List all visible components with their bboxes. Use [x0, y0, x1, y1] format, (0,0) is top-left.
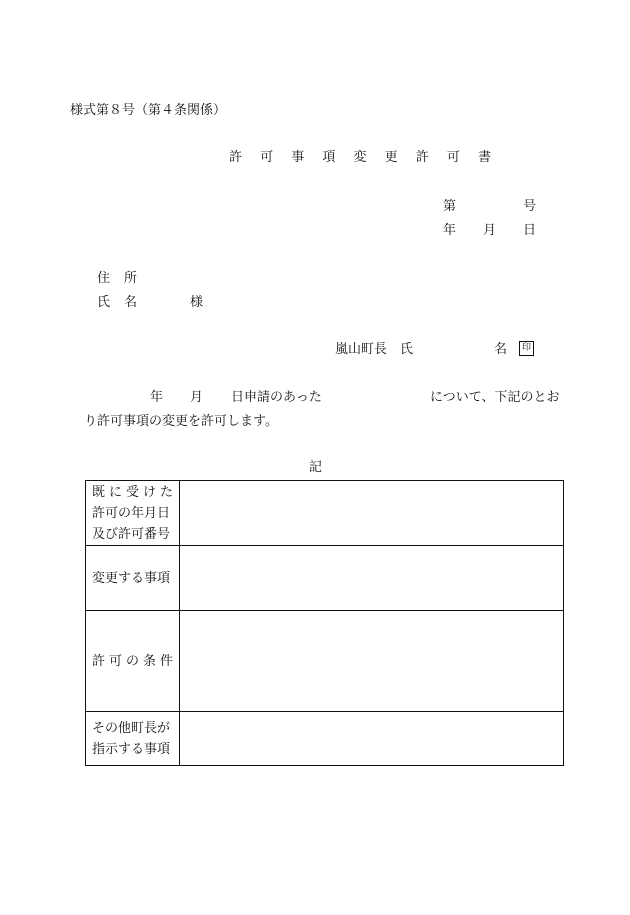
row-label-cell [86, 712, 180, 766]
doc-number-prefix: 第 [443, 199, 457, 214]
row-value-cell [180, 712, 564, 766]
table-row [86, 611, 564, 712]
doc-number-suffix: 号 [523, 199, 537, 214]
row-label-line: 及び許可番号 [92, 526, 171, 542]
row-label-line: その他町長が [92, 720, 171, 736]
seal-mark-icon: 印 [519, 341, 534, 356]
table-row [86, 481, 564, 546]
date-month-label: 月 [483, 223, 497, 238]
row-value-cell [180, 611, 564, 712]
date-day-label: 日 [523, 223, 537, 238]
honorific: 様 [190, 295, 204, 310]
form-number: 様式第８号（第４条関係） [70, 103, 227, 118]
row-label-line: 指示する事項 [92, 741, 171, 757]
row-value-cell [180, 481, 564, 546]
row-label-line: 既 に 受 け た [92, 484, 173, 500]
ki-heading: 記 [309, 460, 323, 475]
document-title: 許 可 事 項 変 更 許 可 書 [229, 150, 499, 165]
address-label: 住所 [97, 271, 152, 286]
body-application-text: 日申請のあった [231, 390, 322, 405]
body-year-label: 年 [150, 390, 164, 405]
row-label-cell [86, 481, 180, 546]
record-table [85, 480, 564, 766]
row-label-line: 許 可 の 条 件 [92, 653, 173, 669]
row-label-line: 変更する事項 [92, 570, 171, 586]
body-month-label: 月 [190, 390, 204, 405]
issuer-title: 嵐山町長 氏 [335, 342, 414, 357]
date-year-label: 年 [443, 223, 457, 238]
body-line-2: り許可事項の変更を許可します。 [84, 414, 278, 429]
table-row [86, 712, 564, 766]
row-label-line: 許可の年月日 [92, 505, 171, 521]
name-label: 氏名 [97, 295, 152, 310]
row-value-cell [180, 546, 564, 611]
body-continuation-text: について、下記のとお [430, 390, 560, 405]
row-label-cell [86, 611, 180, 712]
table-row [86, 546, 564, 611]
row-label-cell [86, 546, 180, 611]
issuer-name-label: 名 [494, 342, 508, 357]
